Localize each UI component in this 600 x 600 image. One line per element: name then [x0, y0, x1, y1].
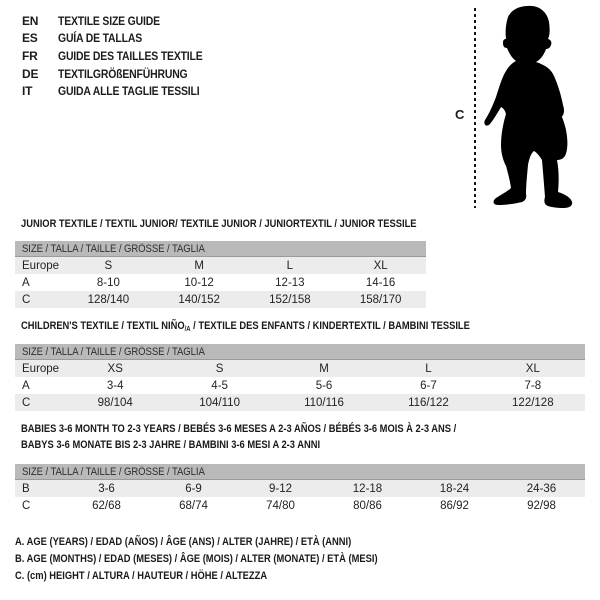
age-cell: 6-7 [420, 379, 437, 392]
babies-size-table [15, 464, 585, 514]
size-header-label: SIZE / TALLA / TAILLE / GRÖSSE / TAGLIA [22, 465, 205, 478]
height-cell: 128/140 [87, 293, 130, 306]
size-cell: S [215, 362, 224, 375]
height-cell: 68/74 [179, 499, 208, 512]
language-row-en [22, 12, 224, 30]
legend-line-c [15, 570, 442, 587]
row-label: A [22, 276, 30, 289]
children-section-title-text [21, 320, 470, 333]
title-post: / TEXTILE DES ENFANTS / KINDERTEXTIL / BAMBINI TESSILE [190, 320, 470, 332]
age-cell: 7-8 [524, 379, 542, 392]
height-cell: 110/116 [304, 396, 344, 409]
age-cell: 5-6 [315, 379, 333, 392]
language-code: DE [22, 66, 39, 81]
children-section-title [21, 320, 549, 333]
row-label: C [22, 396, 31, 409]
table-row-months [15, 480, 585, 497]
height-cell: 74/80 [266, 499, 295, 512]
legend-line-a [15, 536, 442, 553]
junior-section-title-text: JUNIOR TEXTILE / TEXTIL JUNIOR/ TEXTILE JUNIOR / JUNIORTEXTIL / JUNIOR TESSILE [21, 218, 417, 230]
size-cell: L [425, 362, 432, 375]
row-label: Europe [22, 259, 60, 272]
language-title: GUIDE DES TAILLES TEXTILE [58, 48, 203, 63]
language-code: ES [22, 31, 38, 46]
language-header [22, 12, 224, 100]
size-cell: M [319, 362, 329, 375]
language-title: GUÍA DE TALLAS [58, 31, 142, 46]
table-row-height [15, 394, 585, 411]
row-label: Europe [22, 362, 60, 375]
table-row-europe [15, 360, 585, 377]
height-cell: 92/98 [527, 499, 556, 512]
months-cell: 12-18 [352, 482, 383, 495]
size-cell: XL [373, 259, 388, 272]
height-marker-label: C [455, 107, 465, 122]
age-cell: 3-4 [106, 379, 124, 392]
table-row-age [15, 377, 585, 394]
table-row-height [15, 497, 585, 514]
age-cell: 10-12 [184, 276, 214, 289]
language-row-de [22, 65, 224, 83]
legend-text: A. AGE (YEARS) / EDAD (AÑOS) / ÂGE (ANS) / ALTER (JAHRE) / ETÀ (ANNI) [15, 536, 352, 548]
height-cell: 86/92 [440, 499, 469, 512]
height-cell: 62/68 [92, 499, 121, 512]
size-cell: S [104, 259, 113, 272]
row-label: C [22, 499, 31, 512]
language-row-es [22, 30, 224, 48]
height-cell: 80/86 [353, 499, 382, 512]
size-cell: L [286, 259, 294, 272]
babies-title-line1: BABIES 3-6 MONTH TO 2-3 YEARS / BEBÉS 3-6 MESES A 2-3 AÑOS / BÉBÉS 3-6 MOIS À 2-3 ANS / [21, 423, 457, 435]
row-label: B [22, 482, 30, 495]
size-header-label: SIZE / TALLA / TAILLE / GRÖSSE / TAGLIA [22, 345, 205, 358]
height-cell: 98/104 [97, 396, 133, 409]
junior-size-table [15, 241, 426, 308]
title-sub: /A [184, 326, 191, 333]
height-cell: 152/158 [269, 293, 311, 306]
legend-text: B. AGE (MONTHS) / EDAD (MESES) / ÂGE (MOIS) / ALTER (MONATE) / ETÀ (MESI) [15, 553, 378, 565]
size-header-bar [15, 464, 585, 480]
age-cell: 12-13 [275, 276, 305, 289]
months-cell: 3-6 [98, 482, 115, 495]
legend [15, 536, 442, 587]
babies-title-line2: BABYS 3-6 MONATE BIS 2-3 JAHRE / BAMBINI 3-6 MESI A 2-3 ANNI [21, 439, 321, 451]
size-cell: XL [525, 362, 540, 375]
language-code: IT [22, 84, 33, 99]
height-cell: 116/122 [408, 396, 449, 409]
size-cell: M [194, 259, 204, 272]
table-row-europe [15, 257, 426, 274]
age-cell: 4-5 [211, 379, 228, 392]
height-cell: 140/152 [178, 293, 220, 306]
months-cell: 9-12 [268, 482, 293, 495]
children-size-table [15, 344, 585, 411]
table-row-age [15, 274, 426, 291]
title-pre: CHILDREN'S TEXTILE / TEXTIL NIÑO [21, 320, 185, 332]
table-row-height [15, 291, 426, 308]
language-title: GUIDA ALLE TAGLIE TESSILI [58, 84, 200, 99]
height-cell: 158/170 [359, 293, 402, 306]
row-label: C [22, 293, 31, 306]
junior-section-title [21, 218, 486, 230]
baby-silhouette-icon [483, 4, 588, 211]
age-cell: 14-16 [365, 276, 396, 289]
height-cell: 104/110 [199, 396, 240, 409]
language-title: TEXTILGRÖßENFÜHRUNG [58, 66, 188, 81]
babies-section-title [21, 423, 533, 455]
months-cell: 6-9 [185, 482, 202, 495]
months-cell: 24-36 [526, 482, 557, 495]
size-header-bar [15, 241, 426, 257]
language-code: FR [22, 48, 38, 63]
size-header-bar [15, 344, 585, 360]
row-label: A [22, 379, 30, 392]
size-cell: XS [107, 362, 123, 375]
height-dashed-line [474, 8, 476, 208]
language-code: EN [22, 13, 39, 28]
language-title: TEXTILE SIZE GUIDE [58, 13, 160, 28]
age-cell: 8-10 [96, 276, 120, 289]
months-cell: 18-24 [439, 482, 470, 495]
size-header-label: SIZE / TALLA / TAILLE / GRÖSSE / TAGLIA [22, 242, 205, 255]
height-cell: 122/128 [512, 396, 554, 409]
legend-line-b [15, 553, 442, 570]
legend-text: C. (cm) HEIGHT / ALTURA / HAUTEUR / HÖHE / ALTEZZA [15, 570, 268, 582]
language-row-fr [22, 47, 224, 65]
language-row-it [22, 82, 224, 100]
